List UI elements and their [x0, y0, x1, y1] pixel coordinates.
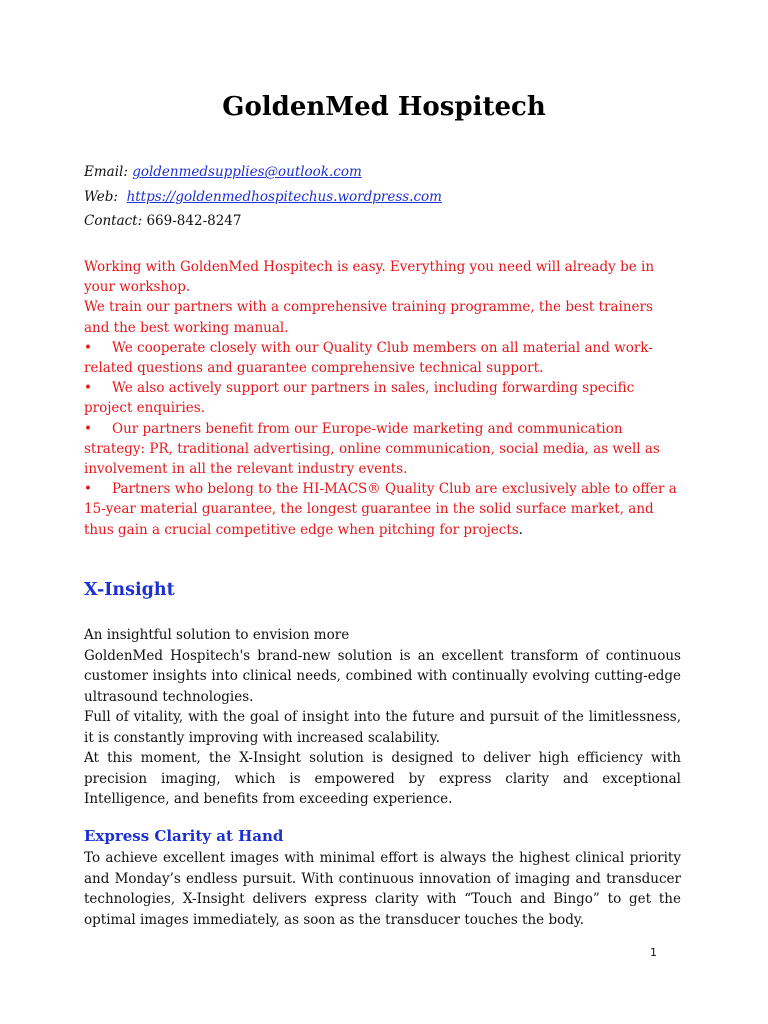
email-label: Email:	[84, 164, 128, 180]
subsection-heading: Express Clarity at Hand	[84, 827, 284, 845]
web-line	[84, 185, 684, 210]
web-link[interactable]: https://goldenmedhospitechus.wordpress.com	[126, 188, 442, 205]
intro-bullet	[84, 479, 681, 540]
web-label: Web:	[84, 188, 118, 205]
bullet-icon: •	[84, 481, 92, 498]
bullet-icon: •	[84, 420, 92, 437]
section-paragraph: Full of vitality, with the goal of insight into the future and pursuit of the limitlessness, it is constantly improving with increased scalability.	[84, 709, 681, 746]
document-title: GoldenMed Hospitech	[222, 92, 546, 122]
contact-block	[84, 160, 684, 234]
intro-paragraph-1: Working with GoldenMed Hospitech is easy. Everything you need will already be in your workshop.	[84, 259, 655, 296]
subsection-text: To achieve excellent images with minimal effort is always the highest clinical priority and Monday’s endless pursuit. With continuous innovation of imaging and transducer technologies, X-Insight delivers express clarity with “Touch and Bingo” to get the optimal images immediately, as soon as the transducer touches the body.	[84, 850, 681, 928]
phone-label: Contact:	[84, 213, 143, 229]
page-number: 1	[650, 946, 657, 959]
bullet-text: Partners who belong to the HI-MACS® Quality Club are exclusively able to offer a 15-year material guarantee, the longest guarantee in the solid surface market, and thus gain a crucial competitive edge when pitching for projects	[84, 481, 677, 538]
intro-bullet	[84, 419, 681, 480]
intro-bullet	[84, 338, 681, 378]
bullet-icon: •	[84, 380, 92, 397]
intro-bullet	[84, 378, 681, 418]
section-paragraph: At this moment, the X-Insight solution is designed to deliver high efficiency with precision imaging, which is empowered by express clarity and exceptional Intelligence, and benefits from exceeding experience.	[84, 750, 681, 807]
bullet-text: We cooperate closely with our Quality Club members on all material and work-related questions and guarantee comprehensive technical support.	[84, 339, 653, 377]
intro-block	[84, 257, 681, 540]
email-link[interactable]: goldenmedsupplies@outlook.com	[132, 164, 362, 180]
email-line	[84, 160, 684, 185]
intro-paragraph-2: We train our partners with a comprehensive training programme, the best trainers and the best working manual.	[84, 299, 653, 336]
bullet-text: We also actively support our partners in sales, including forwarding specific project enquiries.	[84, 380, 635, 417]
bullet-text: Our partners benefit from our Europe-wide marketing and communication strategy: PR, traditional advertising, online communication, social media, as well as involvement in all the relevant industry events.	[84, 420, 660, 478]
section-heading: X-Insight	[84, 580, 175, 600]
section-body	[84, 625, 681, 810]
section-paragraph: GoldenMed Hospitech's brand-new solution is an excellent transform of continuous customer insights into clinical needs, combined with continually evolving cutting-edge ultrasound technologies.	[84, 647, 681, 705]
phone-number: 669-842-8247	[146, 213, 242, 229]
phone-line	[84, 209, 684, 234]
section-paragraph: An insightful solution to envision more	[84, 627, 350, 643]
bullet-end-punct: .	[518, 521, 523, 538]
bullet-icon: •	[84, 339, 92, 356]
